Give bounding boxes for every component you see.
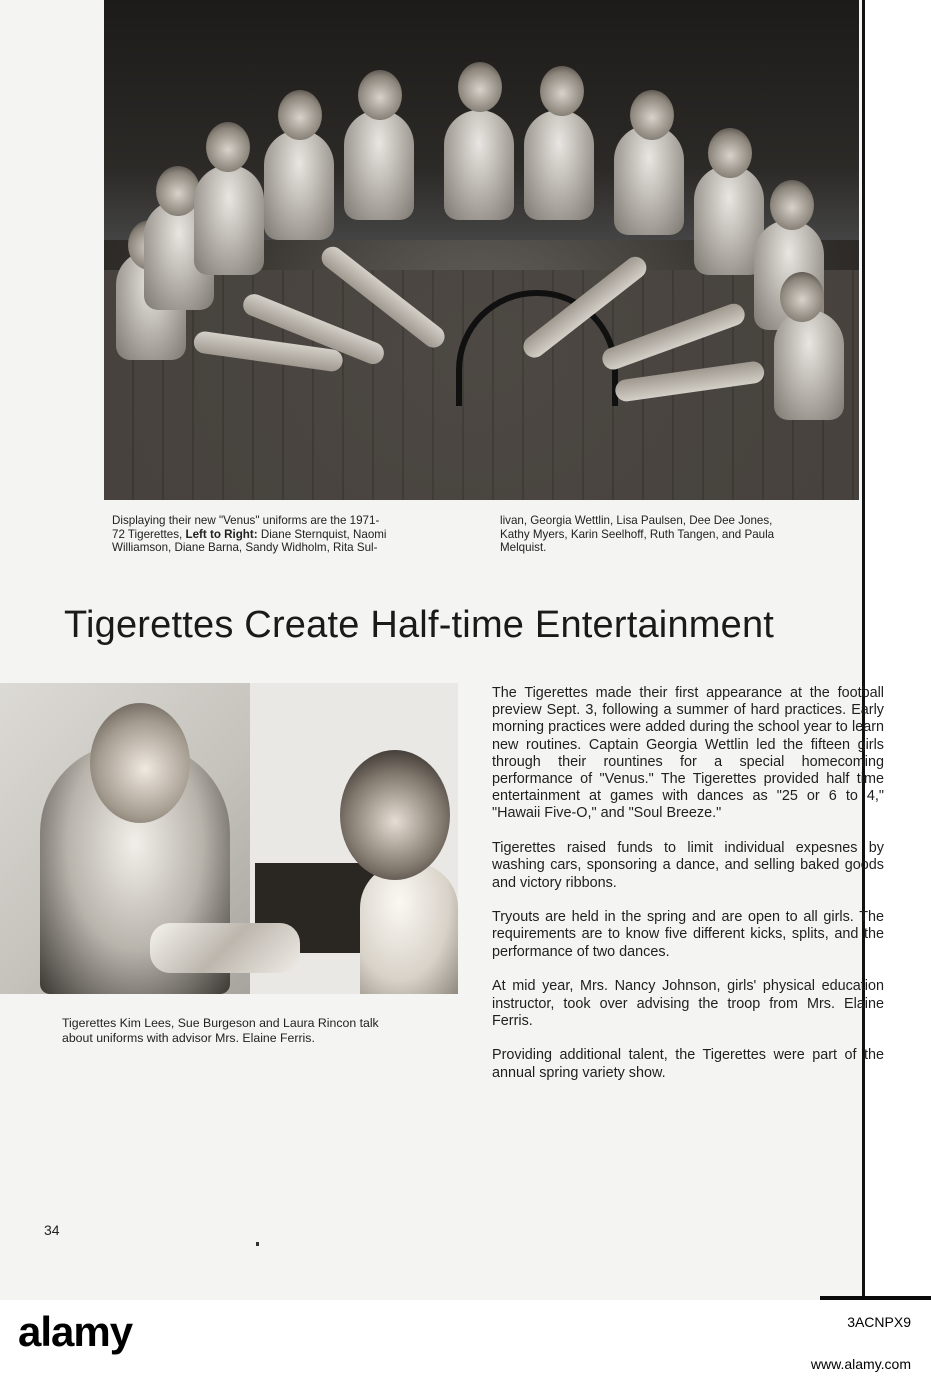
caption-line: Williamson, Diane Barna, Sandy Widholm, Rita Sul- [112,541,378,554]
photo-figure-head [458,62,502,112]
photo-figure-head [278,90,322,140]
photo-figure-head [206,122,250,172]
watermark-image-id: 3ACNPX9 [847,1314,911,1330]
caption-line: Melquist. [500,541,547,554]
caption-line [112,528,462,542]
photo-figure [264,130,334,240]
page-number: 34 [44,1222,60,1238]
caption-line: about uniforms with advisor Mrs. Elaine Ferris. [62,1031,315,1045]
page-margin-strip [865,0,931,1300]
photo-figure-head [540,66,584,116]
photo-figure [524,110,594,220]
caption-line: Tigerettes Kim Lees, Sue Burgeson and Laura Rincon talk [62,1016,379,1030]
print-speck [256,1242,259,1246]
photo-uniform-fabric [150,923,300,973]
photo-figure-head [358,70,402,120]
caption-text: 72 Tigerettes, [112,527,183,541]
photo-figure [774,310,844,420]
body-paragraph: At mid year, Mrs. Nancy Johnson, girls' physical education instructor, took over advising the troop from Mrs. Elaine Ferris. [492,978,884,1029]
caption-line: Displaying their new "Venus" uniforms are the 1971- [112,514,380,527]
photo-figure [344,110,414,220]
top-photo-caption-right [500,514,860,555]
article-body [492,685,884,1099]
body-paragraph: Tigerettes raised funds to limit individual expesnes by washing cars, sponsoring a dance, and selling baked goods and victory ribbons. [492,840,884,891]
page-edge-line [862,0,865,1300]
watermark-logo: alamy [18,1308,133,1355]
caption-line: Kathy Myers, Karin Seelhoff, Ruth Tangen, and Paula [500,527,775,541]
body-paragraph: Providing additional talent, the Tigerettes were part of the annual spring variety show. [492,1047,884,1081]
body-paragraph: Tryouts are held in the spring and are open to all girls. The requirements are to know five different kicks, splits, and the performance of two dances. [492,909,884,960]
page-title: Tigerettes Create Half-time Entertainment [64,604,775,646]
photo-figure-head [340,750,450,880]
photo-figure-head [780,272,824,322]
bottom-photo-caption [62,1016,462,1046]
photo-figure-head [708,128,752,178]
photo-figure-head [630,90,674,140]
photo-figure [444,110,514,220]
watermark-url: www.alamy.com [810,1356,911,1372]
caption-bold-label: Left to Right: [185,527,258,541]
body-paragraph: The Tigerettes made their first appearance at the football preview Sept. 3, following a summer of hard practices. Early morning practices were added during the school year to learn new routines. Captain Georgia Wettlin led the fifteen girls through their rountines for a special homecoming performance of "Venus." The Tigerettes provided half time entertainment at games with dances as "25 or 6 to 4," "Hawaii Five-O," and "Soul Breeze." [492,685,884,822]
photo-figure-head [770,180,814,230]
photo-figure [614,125,684,235]
caption-line: livan, Georgia Wettlin, Lisa Paulsen, Dee Dee Jones, [500,514,773,527]
top-photo-caption-left [112,514,462,555]
caption-text: Diane Sternquist, Naomi [260,527,387,541]
watermark-bar [0,1300,931,1390]
photo-figure-seated [360,863,458,994]
photo-figure-head [90,703,190,823]
group-photo-tigerettes [104,0,859,500]
photo-figure [194,165,264,275]
